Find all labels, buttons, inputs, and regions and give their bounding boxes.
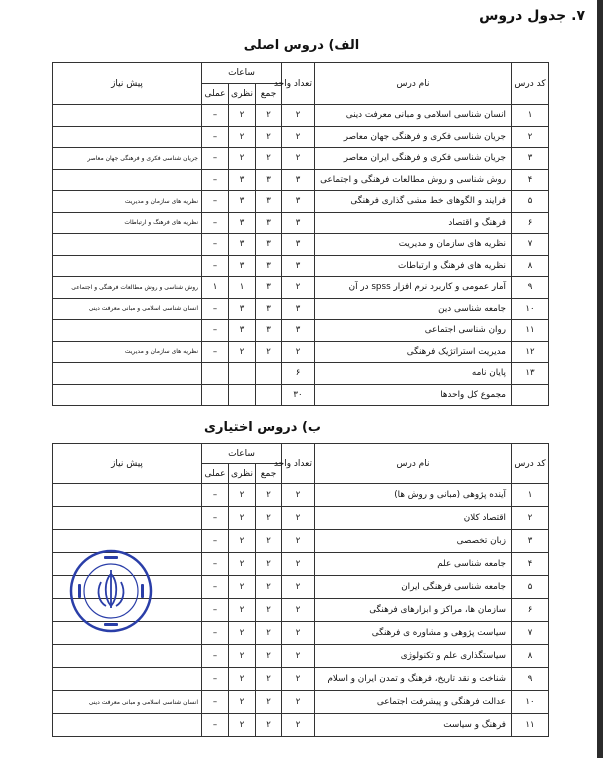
table-row — [53, 363, 549, 385]
hours-total — [256, 363, 282, 385]
hours-total: ۳ — [256, 255, 282, 277]
course-units: ۳ — [282, 212, 315, 234]
course-code: ۱۰ — [512, 691, 549, 714]
hours-practical: – — [202, 234, 229, 256]
course-code: ۳ — [512, 148, 549, 170]
hours-theory: ۳ — [229, 191, 256, 213]
course-code: ۴ — [512, 553, 549, 576]
hours-theory: ۲ — [229, 148, 256, 170]
table-row — [53, 298, 549, 320]
header-code: کد درس — [512, 63, 549, 105]
hours-practical: – — [202, 105, 229, 127]
table-row — [53, 645, 549, 668]
header-units: تعداد واحد — [282, 63, 315, 105]
hours-theory: ۲ — [229, 126, 256, 148]
course-units: ۲ — [282, 277, 315, 299]
hours-total: ۳ — [256, 191, 282, 213]
course-name: زبان تخصصی — [315, 530, 512, 553]
emblem-icon — [99, 570, 124, 608]
table-row — [53, 507, 549, 530]
course-code: ۷ — [512, 622, 549, 645]
course-code: ۹ — [512, 668, 549, 691]
header-total: جمع — [256, 464, 282, 484]
course-name: فرهنگ و اقتصاد — [315, 212, 512, 234]
header-units: تعداد واحد — [282, 444, 315, 484]
course-prereq — [53, 234, 202, 256]
hours-practical — [202, 363, 229, 385]
course-name: آمار عمومی و کاربرد نرم افزار spss در آن — [315, 277, 512, 299]
course-code: ۱ — [512, 484, 549, 507]
course-prereq: نظریه های سازمان و مدیریت — [53, 191, 202, 213]
course-prereq — [53, 484, 202, 507]
hours-practical: – — [202, 320, 229, 342]
course-code: ۴ — [512, 169, 549, 191]
hours-practical: – — [202, 530, 229, 553]
course-units: ۲ — [282, 576, 315, 599]
hours-theory: ۲ — [229, 645, 256, 668]
page-edge — [597, 0, 603, 758]
course-units: ۲ — [282, 341, 315, 363]
hours-total: ۲ — [256, 148, 282, 170]
hours-theory: ۳ — [229, 320, 256, 342]
hours-practical: – — [202, 507, 229, 530]
table-row — [53, 126, 549, 148]
hours-total: ۳ — [256, 298, 282, 320]
total-label: مجموع کل واحدها — [315, 384, 512, 406]
hours-total: ۲ — [256, 126, 282, 148]
course-prereq — [53, 255, 202, 277]
course-name: آینده پژوهی (مبانی و روش ها) — [315, 484, 512, 507]
course-code: ۸ — [512, 645, 549, 668]
main-courses-table — [52, 62, 549, 406]
hours-theory — [229, 363, 256, 385]
course-prereq — [53, 126, 202, 148]
hours-theory: ۲ — [229, 714, 256, 737]
header-total: جمع — [256, 84, 282, 105]
course-prereq: جریان شناسی فکری و فرهنگی جهان معاصر — [53, 148, 202, 170]
course-code: ۱۱ — [512, 714, 549, 737]
course-prereq: انسان شناسی اسلامی و مبانی معرفت دینی — [53, 691, 202, 714]
hours-practical: – — [202, 126, 229, 148]
total-empty-cell — [53, 384, 202, 406]
hours-total: ۲ — [256, 576, 282, 599]
course-units: ۲ — [282, 148, 315, 170]
table-row — [53, 191, 549, 213]
hours-practical: – — [202, 714, 229, 737]
hours-theory: ۲ — [229, 507, 256, 530]
total-empty-cell — [256, 384, 282, 406]
course-code: ۲ — [512, 126, 549, 148]
course-prereq — [53, 363, 202, 385]
table-row — [53, 714, 549, 737]
table-row — [53, 234, 549, 256]
table-a-title: الف) دروس اصلی — [243, 38, 360, 53]
hours-total: ۲ — [256, 622, 282, 645]
header-name: نام درس — [315, 63, 512, 105]
course-name: فرهنگ و سیاست — [315, 714, 512, 737]
hours-practical: – — [202, 484, 229, 507]
table-row — [53, 341, 549, 363]
total-row — [53, 384, 549, 406]
header-prereq: پیش نیاز — [53, 444, 202, 484]
hours-theory: ۲ — [229, 576, 256, 599]
course-prereq: روش شناسی و روش مطالعات فرهنگی و اجتماعی — [53, 277, 202, 299]
table-row — [53, 277, 549, 299]
hours-total: ۲ — [256, 668, 282, 691]
table-row — [53, 668, 549, 691]
course-code: ۱ — [512, 105, 549, 127]
course-units: ۲ — [282, 553, 315, 576]
hours-practical: – — [202, 255, 229, 277]
hours-total: ۳ — [256, 320, 282, 342]
course-code: ۳ — [512, 530, 549, 553]
hours-theory: ۲ — [229, 599, 256, 622]
course-units: ۲ — [282, 484, 315, 507]
hours-total: ۲ — [256, 484, 282, 507]
total-empty-cell — [229, 384, 256, 406]
course-prereq: نظریه های فرهنگ و ارتباطات — [53, 212, 202, 234]
course-units: ۳ — [282, 298, 315, 320]
hours-theory: ۳ — [229, 169, 256, 191]
course-name: اقتصاد کلان — [315, 507, 512, 530]
course-units: ۲ — [282, 599, 315, 622]
course-name: جریان شناسی فکری و فرهنگی ایران معاصر — [315, 148, 512, 170]
hours-theory: ۲ — [229, 341, 256, 363]
hours-practical: – — [202, 341, 229, 363]
total-code-cell — [512, 384, 549, 406]
hours-total: ۲ — [256, 341, 282, 363]
header-hours: ساعات — [202, 444, 282, 464]
page-heading: ۷. جدول دروس — [479, 8, 585, 24]
header-hours: ساعات — [202, 63, 282, 84]
total-empty-cell — [202, 384, 229, 406]
course-name: جامعه شناسی علم — [315, 553, 512, 576]
hours-total: ۲ — [256, 530, 282, 553]
hours-practical: – — [202, 553, 229, 576]
hours-theory: ۳ — [229, 212, 256, 234]
hours-practical: – — [202, 169, 229, 191]
course-units: ۲ — [282, 126, 315, 148]
course-prereq: انسان شناسی اسلامی و مبانی معرفت دینی — [53, 298, 202, 320]
course-units: ۳ — [282, 234, 315, 256]
hours-total: ۲ — [256, 714, 282, 737]
hours-total: ۳ — [256, 234, 282, 256]
hours-theory: ۳ — [229, 298, 256, 320]
table-row — [53, 169, 549, 191]
hours-total: ۲ — [256, 599, 282, 622]
course-name: سیاست پژوهی و مشاوره ی فرهنگی — [315, 622, 512, 645]
hours-theory: ۳ — [229, 255, 256, 277]
hours-practical: ۱ — [202, 277, 229, 299]
course-units: ۳ — [282, 191, 315, 213]
course-code: ۹ — [512, 277, 549, 299]
course-units: ۲ — [282, 714, 315, 737]
hours-practical: – — [202, 668, 229, 691]
hours-theory: ۲ — [229, 105, 256, 127]
header-practical: عملی — [202, 84, 229, 105]
course-name: پایان نامه — [315, 363, 512, 385]
official-seal-stamp — [68, 548, 154, 634]
course-units: ۲ — [282, 691, 315, 714]
hours-total: ۳ — [256, 212, 282, 234]
table-row — [53, 320, 549, 342]
hours-practical: – — [202, 576, 229, 599]
course-code: ۱۰ — [512, 298, 549, 320]
course-name: شناخت و نقد تاریخ، فرهنگ و تمدن ایران و اسلام — [315, 668, 512, 691]
course-units: ۲ — [282, 622, 315, 645]
course-units: ۲ — [282, 530, 315, 553]
course-code: ۱۳ — [512, 363, 549, 385]
header-name: نام درس — [315, 444, 512, 484]
course-prereq — [53, 105, 202, 127]
hours-practical: – — [202, 298, 229, 320]
hours-theory: ۲ — [229, 553, 256, 576]
total-units: ۳۰ — [282, 384, 315, 406]
course-prereq — [53, 645, 202, 668]
course-code: ۷ — [512, 234, 549, 256]
hours-practical: – — [202, 691, 229, 714]
hours-theory: ۲ — [229, 530, 256, 553]
course-code: ۶ — [512, 212, 549, 234]
course-name: جریان شناسی فکری و فرهنگی جهان معاصر — [315, 126, 512, 148]
course-code: ۱۲ — [512, 341, 549, 363]
course-name: انسان شناسی اسلامی و مبانی معرفت دینی — [315, 105, 512, 127]
header-theory: نظری — [229, 464, 256, 484]
course-code: ۵ — [512, 191, 549, 213]
course-prereq — [53, 507, 202, 530]
table-row — [53, 212, 549, 234]
table-row — [53, 148, 549, 170]
hours-practical: – — [202, 645, 229, 668]
hours-total: ۲ — [256, 645, 282, 668]
course-units: ۲ — [282, 105, 315, 127]
course-name: روش شناسی و روش مطالعات فرهنگی و اجتماعی — [315, 169, 512, 191]
course-prereq — [53, 169, 202, 191]
hours-total: ۳ — [256, 169, 282, 191]
course-name: نظریه های سازمان و مدیریت — [315, 234, 512, 256]
course-units: ۳ — [282, 255, 315, 277]
course-code: ۶ — [512, 599, 549, 622]
course-name: فرایند و الگوهای خط مشی گذاری فرهنگی — [315, 191, 512, 213]
course-prereq — [53, 714, 202, 737]
table-row — [53, 255, 549, 277]
course-code: ۵ — [512, 576, 549, 599]
hours-theory: ۲ — [229, 668, 256, 691]
course-prereq — [53, 320, 202, 342]
course-code: ۱۱ — [512, 320, 549, 342]
header-code: کد درس — [512, 444, 549, 484]
hours-practical: – — [202, 622, 229, 645]
table-row — [53, 484, 549, 507]
course-units: ۳ — [282, 320, 315, 342]
course-prereq — [53, 668, 202, 691]
course-units: ۲ — [282, 645, 315, 668]
course-units: ۲ — [282, 668, 315, 691]
table-row — [53, 105, 549, 127]
course-name: نظریه های فرهنگ و ارتباطات — [315, 255, 512, 277]
hours-total: ۲ — [256, 691, 282, 714]
hours-theory: ۲ — [229, 622, 256, 645]
hours-practical: – — [202, 191, 229, 213]
hours-theory: ۳ — [229, 234, 256, 256]
course-units: ۳ — [282, 169, 315, 191]
course-name: سازمان ها، مراکز و ابزارهای فرهنگی — [315, 599, 512, 622]
table-b-title: ب) دروس اختیاری — [204, 420, 321, 435]
course-units: ۲ — [282, 507, 315, 530]
hours-total: ۲ — [256, 105, 282, 127]
hours-practical: – — [202, 148, 229, 170]
hours-practical: – — [202, 212, 229, 234]
course-prereq: نظریه های سازمان و مدیریت — [53, 341, 202, 363]
course-code: ۸ — [512, 255, 549, 277]
course-units: ۶ — [282, 363, 315, 385]
hours-practical: – — [202, 599, 229, 622]
hours-theory: ۱ — [229, 277, 256, 299]
course-name: جامعه شناسی دین — [315, 298, 512, 320]
course-name: جامعه شناسی فرهنگی ایران — [315, 576, 512, 599]
header-prereq: پیش نیاز — [53, 63, 202, 105]
course-code: ۲ — [512, 507, 549, 530]
table-row — [53, 691, 549, 714]
course-name: سیاستگذاری علم و تکنولوژی — [315, 645, 512, 668]
hours-theory: ۲ — [229, 484, 256, 507]
course-name: عدالت فرهنگی و پیشرفت اجتماعی — [315, 691, 512, 714]
header-practical: عملی — [202, 464, 229, 484]
course-name: مدیریت استراتژیک فرهنگی — [315, 341, 512, 363]
hours-theory: ۲ — [229, 691, 256, 714]
course-name: روان شناسی اجتماعی — [315, 320, 512, 342]
hours-total: ۲ — [256, 553, 282, 576]
hours-total: ۳ — [256, 277, 282, 299]
hours-total: ۲ — [256, 507, 282, 530]
header-theory: نظری — [229, 84, 256, 105]
